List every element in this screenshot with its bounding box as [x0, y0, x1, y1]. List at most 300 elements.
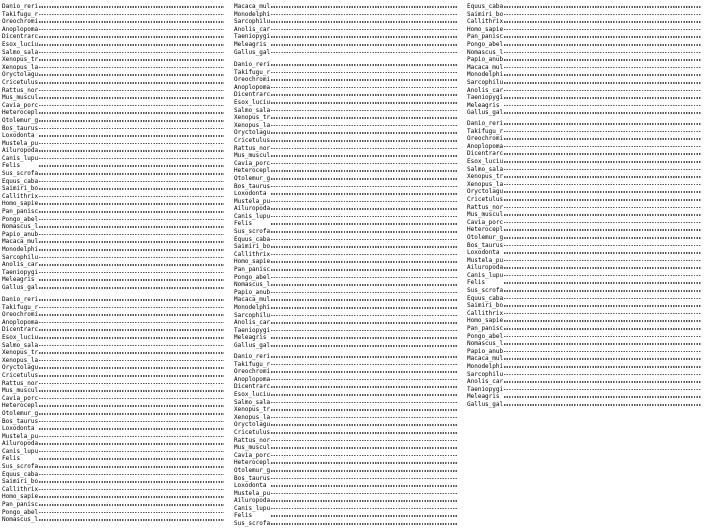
- alignment-row: [234, 444, 462, 452]
- sequence-segment: [39, 405, 224, 407]
- sequence-segment: [271, 322, 458, 324]
- alignment-row: [2, 216, 228, 224]
- alignment-row: [2, 509, 228, 517]
- sequence-segment: [271, 132, 458, 134]
- sequence-segment: [39, 264, 224, 266]
- sequence-segment: [504, 366, 701, 368]
- sequence-segment: [504, 229, 701, 231]
- species-label: Oreochromi: [234, 76, 271, 84]
- alignment-block: [234, 3, 462, 56]
- alignment-row: [234, 391, 462, 399]
- sequence-segment: [271, 394, 458, 396]
- species-label: Xenopus_tr: [234, 406, 271, 414]
- species-label: Dicentrarc: [234, 383, 271, 391]
- alignment-row: [467, 150, 705, 158]
- sequence-segment: [504, 222, 701, 224]
- species-label: Macaca_mul: [467, 63, 504, 71]
- alignment-row: [467, 49, 705, 57]
- species-label: Dicentrarc: [467, 150, 504, 158]
- species-label: Cricetulus: [467, 195, 504, 203]
- sequence-segment: [39, 390, 224, 392]
- alignment-row: [234, 236, 462, 244]
- sequence-segment: [39, 36, 224, 38]
- alignment-row: [234, 137, 462, 145]
- alignment-row: [2, 41, 228, 49]
- sequence-segment: [271, 246, 458, 248]
- alignment-row: [234, 490, 462, 498]
- sequence-segment: [39, 90, 224, 92]
- alignment-row: [2, 334, 228, 342]
- sequence-segment: [271, 52, 458, 54]
- species-label: Anoplopoma: [2, 318, 39, 326]
- species-label: Bos_taurus: [2, 417, 39, 425]
- species-label: Sus_scrofa: [467, 287, 504, 295]
- sequence-segment: [39, 496, 224, 498]
- alignment-row: [2, 471, 228, 479]
- sequence-segment: [271, 155, 458, 157]
- sequence-segment: [504, 336, 701, 338]
- sequence-segment: [504, 313, 701, 315]
- sequence-segment: [39, 173, 224, 175]
- sequence-segment: [504, 328, 701, 330]
- sequence-segment: [39, 519, 224, 521]
- sequence-segment: [271, 424, 458, 426]
- alignment-row: [467, 102, 705, 110]
- species-label: Loxodonta: [2, 425, 35, 433]
- alignment-row: [2, 125, 228, 133]
- species-label: Mus_muscul: [234, 152, 271, 160]
- alignment-row: [2, 11, 228, 19]
- species-label: Callithrix: [2, 192, 39, 200]
- alignment-row: [2, 478, 228, 486]
- sequence-segment: [39, 181, 224, 183]
- alignment-row: [2, 132, 228, 140]
- species-label: Danio_reri: [2, 296, 39, 303]
- sequence-segment: [271, 21, 458, 23]
- species-label: Saimiri_bo: [2, 185, 39, 193]
- sequence-segment: [504, 282, 701, 284]
- alignment-row: [234, 421, 462, 429]
- alignment-row: [2, 276, 228, 284]
- species-label: Equus_caba: [234, 235, 271, 243]
- species-label: Loxodonta: [2, 132, 35, 140]
- species-label: Mustela_pu: [2, 139, 39, 147]
- sequence-segment: [39, 329, 224, 331]
- species-label: Otolemur_g: [2, 409, 39, 417]
- alignment-row: [2, 410, 228, 418]
- alignment-row: [2, 311, 228, 319]
- species-label: Oreochromi: [234, 368, 271, 376]
- sequence-segment: [271, 201, 458, 203]
- alignment-row: [234, 220, 462, 228]
- species-label: Callithrix: [467, 309, 504, 317]
- alignment-row: [2, 200, 228, 208]
- alignment-row: [467, 378, 705, 386]
- species-label: Felis: [234, 512, 253, 520]
- sequence-segment: [39, 375, 224, 377]
- alignment-row: [467, 386, 705, 394]
- alignment-row: [467, 18, 705, 26]
- sequence-segment: [504, 21, 701, 23]
- sequence-segment: [39, 196, 224, 198]
- alignment-row: [234, 274, 462, 282]
- alignment-row: [2, 170, 228, 178]
- alignment-row: [467, 272, 705, 280]
- sequence-segment: [39, 337, 224, 339]
- sequence-segment: [271, 29, 458, 31]
- species-label: Heterocepl: [234, 167, 271, 175]
- species-label: Taeniopygi: [467, 385, 504, 393]
- alignment-row: [234, 361, 462, 369]
- alignment-row: [234, 327, 462, 335]
- sequence-segment: [39, 59, 224, 61]
- species-label: Takifugu_r: [2, 10, 39, 18]
- alignment-row: [234, 61, 462, 69]
- species-label: Rattus_nor: [234, 436, 271, 444]
- sequence-segment: [39, 352, 224, 354]
- sequence-segment: [504, 267, 701, 269]
- species-label: Anolis_car: [2, 261, 39, 269]
- alignment-row: [2, 109, 228, 117]
- species-label: Mustela_pu: [467, 256, 504, 264]
- species-label: Cavia_porc: [2, 394, 39, 402]
- species-label: Otolemur_g: [467, 233, 504, 241]
- sequence-segment: [504, 44, 701, 46]
- sequence-segment: [39, 287, 224, 289]
- species-label: Monodelphi: [467, 363, 504, 370]
- sequence-segment: [504, 374, 701, 376]
- alignment-row: [2, 455, 228, 463]
- species-label: Anoplopoma: [2, 25, 39, 33]
- alignment-row: [467, 211, 705, 219]
- sequence-segment: [39, 97, 224, 99]
- species-label: Sus_scrofa: [234, 520, 271, 528]
- alignment-row: [234, 429, 462, 437]
- alignment-row: [234, 368, 462, 376]
- sequence-segment: [271, 231, 458, 233]
- alignment-row: [234, 84, 462, 92]
- sequence-segment: [39, 29, 224, 31]
- sequence-segment: [271, 330, 458, 332]
- alignment-row: [467, 188, 705, 196]
- sequence-segment: [39, 360, 224, 362]
- species-label: Cricetulus: [2, 78, 39, 86]
- alignment-row: [2, 433, 228, 441]
- sequence-segment: [271, 186, 458, 188]
- species-label: Cricetulus: [2, 371, 39, 379]
- species-label: Taeniopygi: [234, 326, 271, 334]
- sequence-segment: [271, 345, 458, 347]
- sequence-segment: [504, 105, 701, 107]
- alignment-row: [234, 258, 462, 266]
- alignment-row: [467, 234, 705, 242]
- species-label: Meleagris: [234, 334, 267, 342]
- sequence-segment: [271, 64, 458, 66]
- sequence-segment: [271, 508, 458, 510]
- species-label: Xenopus_la: [2, 63, 39, 71]
- species-label: Pan_panisc: [2, 501, 39, 509]
- sequence-segment: [504, 351, 701, 353]
- species-label: Anoplopoma: [234, 83, 271, 91]
- sequence-segment: [271, 485, 458, 487]
- species-label: Anoplopoma: [234, 375, 271, 383]
- alignment-row: [234, 289, 462, 297]
- species-label: Takifugu_r: [234, 360, 271, 368]
- sequence-segment: [504, 381, 701, 383]
- sequence-segment: [39, 74, 224, 76]
- sequence-segment: [504, 275, 701, 277]
- sequence-segment: [504, 191, 701, 193]
- species-label: Felis: [2, 455, 21, 463]
- sequence-segment: [271, 140, 458, 142]
- species-label: Salmo_sala: [2, 48, 39, 56]
- sequence-segment: [271, 356, 458, 358]
- sequence-segment: [39, 504, 224, 506]
- species-label: Otolemur_g: [2, 116, 39, 124]
- alignment-row: [234, 312, 462, 320]
- species-label: Canis_lupu: [467, 271, 504, 279]
- species-label: Cavia_porc: [467, 218, 504, 226]
- species-label: Callithrix: [234, 250, 271, 258]
- species-label: Anolis_car: [467, 378, 504, 386]
- sequence-segment: [271, 170, 458, 172]
- species-label: Salmo_sala: [234, 398, 271, 406]
- sequence-segment: [271, 409, 458, 411]
- species-label: Nomascus_l: [467, 340, 504, 348]
- alignment-row: [2, 402, 228, 410]
- sequence-segment: [504, 214, 701, 216]
- sequence-segment: [504, 184, 701, 186]
- sequence-segment: [504, 358, 701, 360]
- alignment-row: [467, 401, 705, 409]
- alignment-row: [234, 251, 462, 259]
- species-label: Papio_anub: [467, 56, 504, 64]
- alignment-block: [467, 120, 705, 409]
- species-label: Anolis_car: [467, 86, 504, 94]
- sequence-segment: [271, 493, 458, 495]
- species-label: Oryctolagu: [2, 71, 39, 79]
- alignment-row: [2, 102, 228, 110]
- sequence-segment: [504, 123, 701, 125]
- alignment-row: [234, 114, 462, 122]
- species-label: Esox_luciu: [234, 390, 271, 398]
- sequence-segment: [39, 398, 224, 400]
- species-label: Mus_muscul: [2, 94, 39, 102]
- alignment-row: [234, 76, 462, 84]
- species-label: Equus_caba: [467, 3, 504, 10]
- alignment-row: [234, 376, 462, 384]
- alignment-row: [2, 49, 228, 57]
- alignment-row: [467, 302, 705, 310]
- species-label: Xenopus_la: [2, 356, 39, 364]
- species-label: Rattus_nor: [234, 144, 271, 152]
- alignment-row: [2, 425, 228, 433]
- species-label: Monodelphi: [234, 10, 271, 18]
- species-label: Canis_lupu: [2, 447, 39, 455]
- alignment-row: [2, 501, 228, 509]
- species-label: Papio_anub: [2, 230, 39, 238]
- species-label: Mustela_pu: [234, 197, 271, 205]
- alignment-row: [467, 79, 705, 87]
- sequence-segment: [39, 219, 224, 221]
- alignment-row: [234, 505, 462, 513]
- sequence-segment: [39, 257, 224, 259]
- alignment-row: [234, 11, 462, 19]
- alignment-row: [2, 79, 228, 87]
- species-label: Esox_luciu: [234, 98, 271, 106]
- sequence-segment: [39, 135, 224, 137]
- alignment-row: [467, 226, 705, 234]
- sequence-segment: [39, 234, 224, 236]
- alignment-row: [2, 223, 228, 231]
- sequence-segment: [504, 36, 701, 38]
- sequence-segment: [271, 261, 458, 263]
- species-label: Loxodonta: [467, 249, 500, 257]
- species-label: Oryctolagu: [234, 421, 271, 429]
- species-label: Monodelphi: [234, 304, 271, 311]
- species-label: Sarcophilu: [234, 311, 271, 319]
- alignment-row: [234, 399, 462, 407]
- alignment-row: [234, 406, 462, 414]
- alignment-row: [467, 26, 705, 34]
- sequence-segment: [39, 466, 224, 468]
- sequence-segment: [504, 59, 701, 61]
- species-label: Ailuropoda: [2, 440, 39, 448]
- sequence-segment: [271, 178, 458, 180]
- alignment-row: [467, 109, 705, 117]
- sequence-segment: [39, 451, 224, 453]
- alignment-row: [234, 91, 462, 99]
- alignment-row: [2, 380, 228, 388]
- alignment-row: [234, 342, 462, 350]
- species-label: Pongo_abel: [467, 40, 504, 48]
- alignment-row: [2, 357, 228, 365]
- sequence-segment: [271, 447, 458, 449]
- alignment-row: [234, 190, 462, 198]
- species-label: Callithrix: [467, 18, 504, 26]
- alignment-row: [234, 205, 462, 213]
- sequence-segment: [504, 90, 701, 92]
- species-label: Heterocepl: [467, 226, 504, 234]
- species-label: Takifugu_r: [2, 303, 39, 311]
- sequence-segment: [504, 6, 701, 8]
- species-label: Mustela_pu: [234, 489, 271, 497]
- alignment-col-a: [2, 0, 228, 531]
- alignment-row: [2, 94, 228, 102]
- species-label: Nomascus_l: [2, 516, 39, 524]
- alignment-row: [467, 56, 705, 64]
- alignment-row: [2, 326, 228, 334]
- species-label: Sarcophilu: [467, 370, 504, 378]
- species-label: Heterocepl: [2, 109, 39, 117]
- alignment-row: [2, 349, 228, 357]
- species-label: Homo_sapie: [2, 493, 39, 501]
- alignment-row: [234, 512, 462, 520]
- alignment-row: [2, 516, 228, 524]
- sequence-segment: [39, 52, 224, 54]
- sequence-segment: [39, 211, 224, 213]
- species-label: Rattus_nor: [467, 203, 504, 211]
- alignment-row: [2, 342, 228, 350]
- species-label: Macaca_mul: [2, 238, 39, 246]
- species-label: Sarcophilu: [467, 78, 504, 86]
- species-label: Saimiri_bo: [467, 302, 504, 310]
- sequence-segment: [504, 97, 701, 99]
- alignment-row: [234, 145, 462, 153]
- species-label: Gallus_gal: [234, 341, 271, 349]
- species-label: Homo_sapie: [467, 25, 504, 33]
- alignment-row: [234, 228, 462, 236]
- alignment-col-b: [234, 0, 462, 531]
- alignment-row: [2, 185, 228, 193]
- species-label: Cavia_porc: [234, 451, 271, 459]
- species-label: Danio_reri: [234, 353, 271, 360]
- sequence-segment: [271, 87, 458, 89]
- sequence-segment: [271, 417, 458, 419]
- alignment-row: [467, 257, 705, 265]
- species-label: Ailuropoda: [234, 205, 271, 213]
- species-label: Papio_anub: [467, 347, 504, 355]
- alignment-row: [467, 11, 705, 19]
- species-label: Dicentrarc: [2, 33, 39, 41]
- sequence-segment: [39, 226, 224, 228]
- species-label: Xenopus_la: [234, 121, 271, 129]
- sequence-segment: [39, 307, 224, 309]
- alignment-row: [234, 33, 462, 41]
- sequence-segment: [271, 470, 458, 472]
- sequence-segment: [39, 436, 224, 438]
- species-label: Felis: [234, 220, 253, 228]
- sequence-segment: [504, 153, 701, 155]
- sequence-segment: [271, 440, 458, 442]
- alignment-row: [234, 266, 462, 274]
- alignment-row: [467, 340, 705, 348]
- species-label: Saimiri_bo: [234, 243, 271, 251]
- species-label: Otolemur_g: [234, 174, 271, 182]
- species-label: Sus_scrofa: [2, 170, 39, 178]
- species-label: Equus_caba: [2, 177, 39, 185]
- sequence-segment: [504, 404, 701, 406]
- species-label: Esox_luciu: [2, 40, 39, 48]
- sequence-segment: [39, 481, 224, 483]
- sequence-segment: [39, 314, 224, 316]
- species-label: Cricetulus: [234, 136, 271, 144]
- species-label: Saimiri_bo: [467, 10, 504, 18]
- alignment-row: [2, 231, 228, 239]
- species-label: Bos_taurus: [467, 241, 504, 249]
- species-label: Saimiri_bo: [2, 478, 39, 486]
- species-label: Mus_muscul: [234, 444, 271, 452]
- species-label: Taeniopygi: [467, 94, 504, 102]
- sequence-segment: [271, 277, 458, 279]
- alignment-row: [467, 363, 705, 371]
- sequence-segment: [271, 79, 458, 81]
- sequence-segment: [39, 67, 224, 69]
- alignment-row: [2, 140, 228, 148]
- alignment-row: [234, 183, 462, 191]
- species-label: Canis_lupu: [234, 212, 271, 220]
- alignment-row: [2, 193, 228, 201]
- sequence-segment: [504, 131, 701, 133]
- species-label: Homo_sapie: [467, 317, 504, 325]
- sequence-segment: [271, 148, 458, 150]
- alignment-row: [234, 99, 462, 107]
- alignment-row: [234, 18, 462, 26]
- species-label: Canis_lupu: [2, 154, 39, 162]
- sequence-segment: [504, 161, 701, 163]
- sequence-segment: [504, 207, 701, 209]
- species-label: Mus_muscul: [467, 211, 504, 219]
